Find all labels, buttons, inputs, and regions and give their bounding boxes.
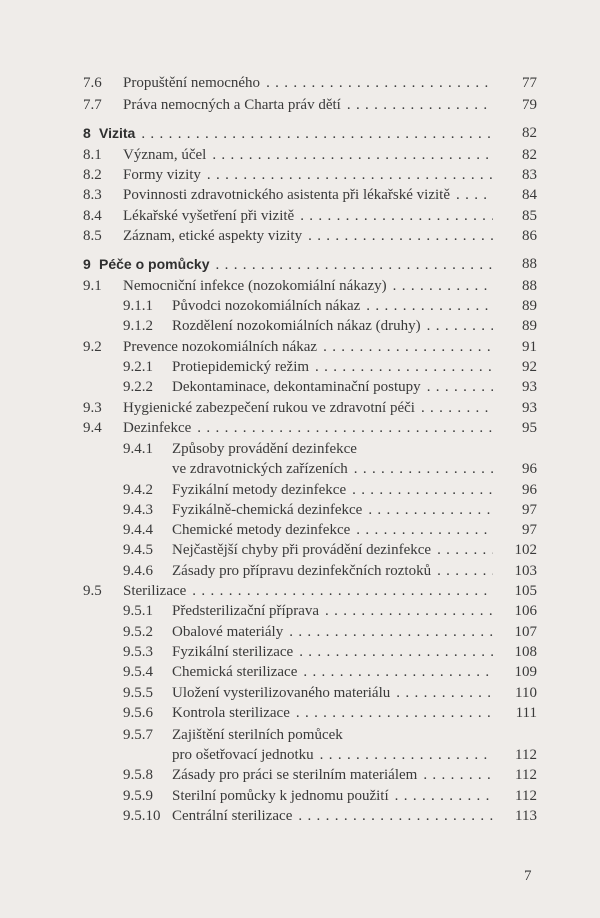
toc-entry-number: 9.5.4 <box>123 664 153 680</box>
toc-entry-page: 86 <box>522 228 537 244</box>
toc-entry-title: Zásady pro práci se sterilním materiálem <box>172 767 418 783</box>
toc-entry-number: 9.5.3 <box>123 644 153 660</box>
toc-entry-title: Fyzikální sterilizace <box>172 644 294 660</box>
toc-entry <box>0 144 600 166</box>
toc-entry-page: 105 <box>514 583 537 599</box>
toc-entry-number: 9.5 <box>83 583 102 599</box>
toc-entry <box>0 764 600 786</box>
toc-entry-title: Obalové materiály <box>172 624 284 640</box>
toc-entry <box>0 785 600 807</box>
toc-entry-number: 8.4 <box>83 208 102 224</box>
toc-entry-page: 103 <box>514 563 537 579</box>
toc-entry-title: Chemická sterilizace <box>172 664 298 680</box>
page-number: 7 <box>524 868 532 884</box>
toc-entry-page: 112 <box>515 767 537 783</box>
toc-dot-leader <box>266 72 493 94</box>
toc-entry-page: 83 <box>522 167 537 183</box>
toc-entry-page: 108 <box>514 644 537 660</box>
toc-entry-title: Prevence nozokomiálních nákaz <box>123 339 318 355</box>
toc-entry <box>0 438 600 460</box>
toc-entry <box>0 164 600 186</box>
toc-entry-page: 96 <box>522 482 537 498</box>
toc-entry <box>0 417 600 439</box>
toc-entry-title: Práva nemocných a Charta práv dětí <box>123 97 341 113</box>
toc-entry-number: 7.7 <box>83 97 102 113</box>
toc-entry-number: 9.4.3 <box>123 502 153 518</box>
toc-entry-number: 9.5.7 <box>123 727 153 743</box>
toc-entry-page: 79 <box>522 97 537 113</box>
toc-entry-number: 8 <box>83 125 91 141</box>
toc-entry-page: 113 <box>515 808 537 824</box>
toc-entry-title: Záznam, etické aspekty vizity <box>123 228 303 244</box>
toc-entry-number: 9.2 <box>83 339 102 355</box>
toc-entry-title: Lékařské vyšetření při vizitě <box>123 208 295 224</box>
toc-dot-leader <box>354 458 493 480</box>
toc-entry-title: Propuštění nemocného <box>123 75 261 91</box>
toc-entry-page: 82 <box>522 147 537 163</box>
toc-entry-page: 91 <box>522 339 537 355</box>
toc-entry-title: Dekontaminace, dekontaminační postupy <box>172 379 421 395</box>
toc-entry-page: 106 <box>514 603 537 619</box>
toc-entry-title: Nejčastější chyby při provádění dezinfekce <box>172 542 432 558</box>
toc-entry <box>0 702 600 724</box>
toc-entry <box>0 315 600 337</box>
toc-entry <box>0 805 600 827</box>
toc-dot-leader <box>300 205 493 227</box>
toc-dot-leader <box>197 417 493 439</box>
toc-dot-leader <box>303 661 493 683</box>
toc-entry-page: 110 <box>515 685 537 701</box>
toc-entry-page: 93 <box>522 400 537 416</box>
toc-entry-number: 9.3 <box>83 400 102 416</box>
toc-entry-title: Fyzikální metody dezinfekce <box>172 482 347 498</box>
toc-dot-leader <box>212 144 493 166</box>
toc-entry <box>0 205 600 227</box>
toc-entry-number: 9.1 <box>83 278 102 294</box>
toc-entry-page: 97 <box>522 522 537 538</box>
toc-entry <box>0 397 600 419</box>
toc-entry <box>0 724 600 746</box>
toc-entry-page: 89 <box>522 298 537 314</box>
toc-entry-page: 112 <box>515 747 537 763</box>
toc-entry-title: Zásady pro přípravu dezinfekčních roztoků <box>172 563 432 579</box>
toc-entry-number: 9.5.9 <box>123 788 153 804</box>
toc-entry-number: 9.5.10 <box>123 808 161 824</box>
toc-entry-number: 9.2.1 <box>123 359 153 375</box>
toc-dot-leader <box>437 539 493 561</box>
toc-entry-title: Chemické metody dezinfekce <box>172 522 351 538</box>
toc-entry <box>0 600 600 622</box>
toc-entry-page: 77 <box>522 75 537 91</box>
toc-entry-title: Rozdělení nozokomiálních nákaz (druhy) <box>172 318 421 334</box>
toc-entry-title: Zajištění sterilních pomůcek <box>172 727 343 743</box>
toc-dot-leader <box>289 621 493 643</box>
toc-entry-number: 9.4.5 <box>123 542 153 558</box>
toc-entry <box>0 336 600 358</box>
toc-entry-number: 9.5.6 <box>123 705 153 721</box>
toc-dot-leader <box>347 94 493 116</box>
toc-entry-page: 84 <box>522 187 537 203</box>
toc-entry-title: Kontrola sterilizace <box>172 705 290 721</box>
toc-entry-page: 97 <box>522 502 537 518</box>
toc-entry-page: 95 <box>522 420 537 436</box>
toc-entry-title: Centrální sterilizace <box>172 808 293 824</box>
toc-entry <box>0 295 600 317</box>
toc-entry <box>0 539 600 561</box>
toc-entry-number: 9.5.1 <box>123 603 153 619</box>
toc-entry-number: 9.5.8 <box>123 767 153 783</box>
toc-entry-page: 89 <box>522 318 537 334</box>
toc-dot-leader <box>396 682 493 704</box>
toc-dot-leader <box>216 254 494 276</box>
toc-entry-number: 8.1 <box>83 147 102 163</box>
toc-entry-title: Povinnosti zdravotnického asistenta při lékařské vizitě <box>123 187 450 203</box>
toc-entry-page: 85 <box>522 208 537 224</box>
toc-dot-leader <box>427 315 493 337</box>
toc-chapter-entry <box>0 253 600 275</box>
toc-dot-leader <box>356 519 493 541</box>
toc-entry <box>0 641 600 663</box>
toc-entry <box>0 682 600 704</box>
toc-entry-title: Vizita <box>99 125 136 141</box>
toc-dot-leader <box>395 785 493 807</box>
toc-dot-leader <box>366 295 493 317</box>
toc-entry-page: 96 <box>522 461 537 477</box>
toc-entry <box>0 458 600 480</box>
toc-dot-leader <box>296 702 493 724</box>
toc-entry <box>0 519 600 541</box>
toc-entry-title: Sterilizace <box>123 583 187 599</box>
toc-entry-number: 9.4 <box>83 420 102 436</box>
toc-entry-title: Předsterilizační příprava <box>172 603 320 619</box>
toc-entry-title: Sterilní pomůcky k jednomu použití <box>172 788 389 804</box>
toc-entry-number: 9.4.4 <box>123 522 153 538</box>
toc-entry-page: 102 <box>514 542 537 558</box>
toc-entry-title: ve zdravotnických zařízeních <box>172 461 348 477</box>
toc-dot-leader <box>323 336 493 358</box>
toc-entry-title: pro ošetřovací jednotku <box>172 747 314 763</box>
toc-entry-number: 8.5 <box>83 228 102 244</box>
toc-entry-title: Způsoby provádění dezinfekce <box>172 441 357 457</box>
toc-entry-title: Původci nozokomiálních nákaz <box>172 298 361 314</box>
toc-entry-title: Fyzikálně-chemická dezinfekce <box>172 502 363 518</box>
toc-entry-title: Význam, účel <box>123 147 207 163</box>
toc-entry <box>0 184 600 206</box>
toc-entry-number: 9.4.1 <box>123 441 153 457</box>
toc-entry <box>0 744 600 766</box>
toc-entry-number: 9.4.2 <box>123 482 153 498</box>
toc-dot-leader <box>456 184 493 206</box>
toc-entry-number: 9.5.2 <box>123 624 153 640</box>
toc-entry-page: 107 <box>514 624 537 640</box>
toc-entry-number: 9.2.2 <box>123 379 153 395</box>
toc-dot-leader <box>368 499 493 521</box>
toc-entry-number: 8.3 <box>83 187 102 203</box>
toc-entry-number: 7.6 <box>83 75 102 91</box>
toc-entry <box>0 356 600 378</box>
toc-entry-page: 109 <box>514 664 537 680</box>
toc-dot-leader <box>299 641 493 663</box>
toc-chapter-entry <box>0 122 600 144</box>
toc-entry-page: 82 <box>522 125 537 141</box>
toc-dot-leader <box>352 479 493 501</box>
toc-entry-number: 9.1.2 <box>123 318 153 334</box>
toc-entry-number: 9.5.5 <box>123 685 153 701</box>
toc-entry <box>0 661 600 683</box>
toc-entry <box>0 72 600 94</box>
toc-dot-leader <box>192 580 493 602</box>
toc-entry-number: 9.4.6 <box>123 563 153 579</box>
toc-entry <box>0 376 600 398</box>
toc-dot-leader <box>325 600 493 622</box>
toc-dot-leader <box>141 123 493 145</box>
toc-entry <box>0 94 600 116</box>
toc-entry <box>0 225 600 247</box>
toc-entry-title: Formy vizity <box>123 167 201 183</box>
toc-entry-page: 111 <box>515 705 537 721</box>
toc-dot-leader <box>298 805 493 827</box>
toc-entry <box>0 621 600 643</box>
toc-entry-page: 88 <box>522 256 537 272</box>
toc-dot-leader <box>423 764 493 786</box>
toc-dot-leader <box>427 376 493 398</box>
toc-dot-leader <box>320 744 493 766</box>
toc-entry-number: 9.1.1 <box>123 298 153 314</box>
toc-entry <box>0 560 600 582</box>
toc-entry-page: 88 <box>522 278 537 294</box>
toc-entry <box>0 479 600 501</box>
toc-dot-leader <box>437 560 493 582</box>
toc-entry-title: Hygienické zabezpečení rukou ve zdravotní péči <box>123 400 415 416</box>
toc-entry-number: 8.2 <box>83 167 102 183</box>
toc-dot-leader <box>308 225 493 247</box>
toc-entry-page: 92 <box>522 359 537 375</box>
toc-entry-title: Péče o pomůcky <box>99 256 210 272</box>
toc-dot-leader <box>393 275 493 297</box>
toc-dot-leader <box>207 164 493 186</box>
toc-entry <box>0 580 600 602</box>
toc-entry-page: 93 <box>522 379 537 395</box>
toc-entry <box>0 275 600 297</box>
toc-entry-page: 112 <box>515 788 537 804</box>
toc-entry <box>0 499 600 521</box>
toc-entry-title: Nemocniční infekce (nozokomiální nákazy) <box>123 278 387 294</box>
toc-entry-title: Dezinfekce <box>123 420 192 436</box>
toc-entry-title: Uložení vysterilizovaného materiálu <box>172 685 391 701</box>
toc-dot-leader <box>315 356 493 378</box>
toc-entry-title: Protiepidemický režim <box>172 359 310 375</box>
toc-entry-number: 9 <box>83 256 91 272</box>
toc-dot-leader <box>421 397 493 419</box>
